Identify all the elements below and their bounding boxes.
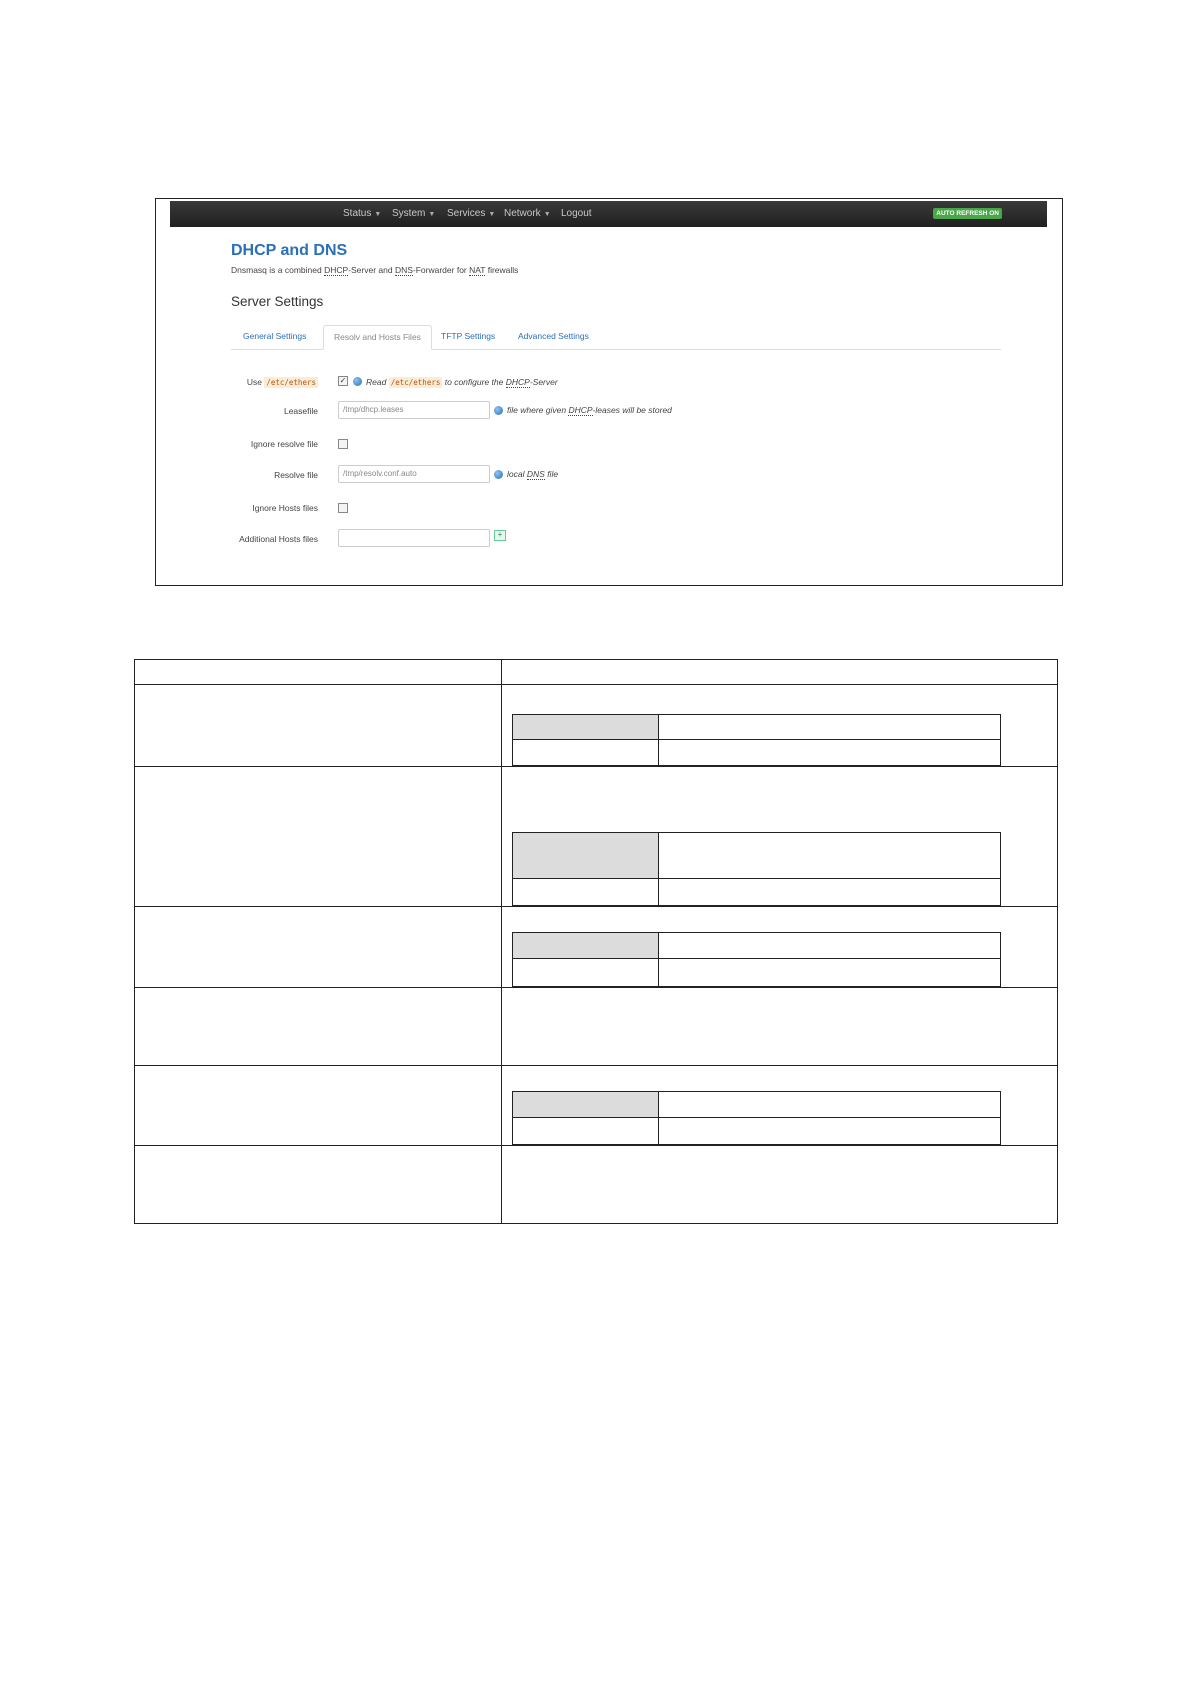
subtable-cell: [512, 878, 659, 906]
table-rule: [134, 659, 1058, 660]
resolve-file-input[interactable]: [338, 465, 490, 483]
nav-services-label: Services: [447, 208, 486, 219]
use-ethers-help-code: /etc/ethers: [390, 378, 441, 387]
use-ethers-help-suffix: -Server: [529, 377, 558, 387]
tab-tftp-settings[interactable]: TFTP Settings: [441, 331, 496, 341]
subtable-cell: [512, 1091, 659, 1118]
table-rule: [1057, 659, 1058, 1224]
subtable-cell: [512, 958, 659, 987]
resolve-file-label: Resolve file: [274, 470, 318, 480]
table-rule: [134, 766, 1058, 767]
leasefile-help: [507, 405, 672, 415]
chevron-down-icon: ▼: [543, 211, 551, 218]
leasefile-input[interactable]: [338, 401, 490, 419]
nav-network-label: Network: [504, 208, 541, 219]
chevron-down-icon: ▼: [428, 211, 436, 218]
subtable-cell: [512, 739, 659, 766]
desc-mid: -Server and: [348, 265, 395, 275]
luci-screenshot: [155, 198, 1063, 586]
desc-mid2: -Forwarder for: [412, 265, 470, 275]
use-ethers-label-code: /etc/ethers: [266, 378, 316, 387]
page-description: [231, 265, 518, 275]
nav-network[interactable]: [504, 208, 551, 219]
abbr-dns: DNS: [526, 469, 545, 479]
ignore-resolve-label: Ignore resolve file: [250, 439, 318, 449]
nav-system[interactable]: [392, 208, 435, 219]
resolve-file-help-suffix: file: [547, 469, 559, 479]
table-rule: [134, 906, 1058, 907]
abbr-dhcp: DHCP: [505, 377, 530, 387]
use-ethers-checkbox[interactable]: ✓: [339, 376, 347, 385]
use-ethers-help-mid: to configure the: [444, 377, 504, 387]
nav-system-label: System: [392, 208, 426, 219]
abbr-dns: DNS: [394, 265, 413, 275]
additional-hosts-input[interactable]: [338, 529, 490, 547]
section-title: Server Settings: [231, 294, 324, 309]
chevron-down-icon: ▼: [374, 211, 382, 218]
info-circle-icon: [494, 470, 503, 479]
additional-hosts-label: Additional Hosts files: [239, 534, 318, 544]
subtable-cell: [658, 832, 1001, 879]
abbr-nat: NAT: [469, 265, 486, 275]
nav-services[interactable]: [447, 208, 495, 219]
table-rule: [134, 659, 135, 1224]
resolve-file-help-prefix: local: [507, 469, 525, 479]
subtable-cell: [512, 932, 659, 959]
subtable-cell: [512, 714, 659, 740]
use-ethers-help-prefix: Read: [366, 377, 387, 387]
auto-refresh-badge[interactable]: AUTO REFRESH ON: [933, 208, 1002, 219]
use-ethers-help: [366, 377, 558, 387]
table-rule: [134, 987, 1058, 988]
subtable-cell: [658, 878, 1001, 906]
table-rule: [134, 1065, 1058, 1066]
subtable-cell: [658, 714, 1001, 740]
subtable-cell: [658, 1091, 1001, 1118]
nav-status-label: Status: [343, 208, 372, 219]
subtable-cell: [658, 1117, 1001, 1145]
subtable-cell: [512, 1117, 659, 1145]
add-field-icon[interactable]: +: [494, 530, 506, 541]
table-rule: [134, 684, 1058, 685]
abbr-dhcp: DHCP: [568, 405, 593, 415]
page-title: DHCP and DNS: [231, 242, 348, 259]
subtable-cell: [658, 932, 1001, 959]
info-circle-icon: [494, 406, 503, 415]
subtable-cell: [658, 739, 1001, 766]
ignore-resolve-checkbox[interactable]: [338, 439, 348, 449]
nav-status[interactable]: [343, 208, 381, 219]
tab-general-settings[interactable]: General Settings: [243, 331, 307, 341]
table-rule: [501, 659, 502, 1224]
tab-resolv-hosts-files[interactable]: Resolv and Hosts Files: [323, 325, 432, 350]
nav-logout-label: Logout: [561, 208, 592, 219]
chevron-down-icon: ▼: [488, 211, 496, 218]
resolve-file-help: [507, 469, 558, 479]
desc-prefix: Dnsmasq is a combined: [231, 265, 325, 275]
top-navbar: [170, 201, 1047, 227]
use-ethers-label: [247, 377, 318, 387]
ignore-hosts-checkbox[interactable]: [338, 503, 348, 513]
tab-bar: [231, 325, 1001, 350]
abbr-dhcp: DHCP: [324, 265, 349, 275]
table-rule: [134, 1223, 1058, 1224]
nav-logout[interactable]: [561, 208, 592, 219]
info-circle-icon: [353, 377, 362, 386]
tab-advanced-settings[interactable]: Advanced Settings: [518, 331, 589, 341]
table-rule: [134, 1145, 1058, 1146]
leasefile-help-prefix: file where given: [507, 405, 567, 415]
use-ethers-label-text: Use: [246, 377, 262, 387]
ignore-hosts-label: Ignore Hosts files: [252, 503, 318, 513]
subtable-cell: [658, 958, 1001, 987]
subtable-cell: [512, 832, 659, 879]
leasefile-help-suffix: -leases will be stored: [592, 405, 672, 415]
leasefile-label: Leasefile: [283, 406, 318, 416]
desc-suffix: firewalls: [485, 265, 519, 275]
